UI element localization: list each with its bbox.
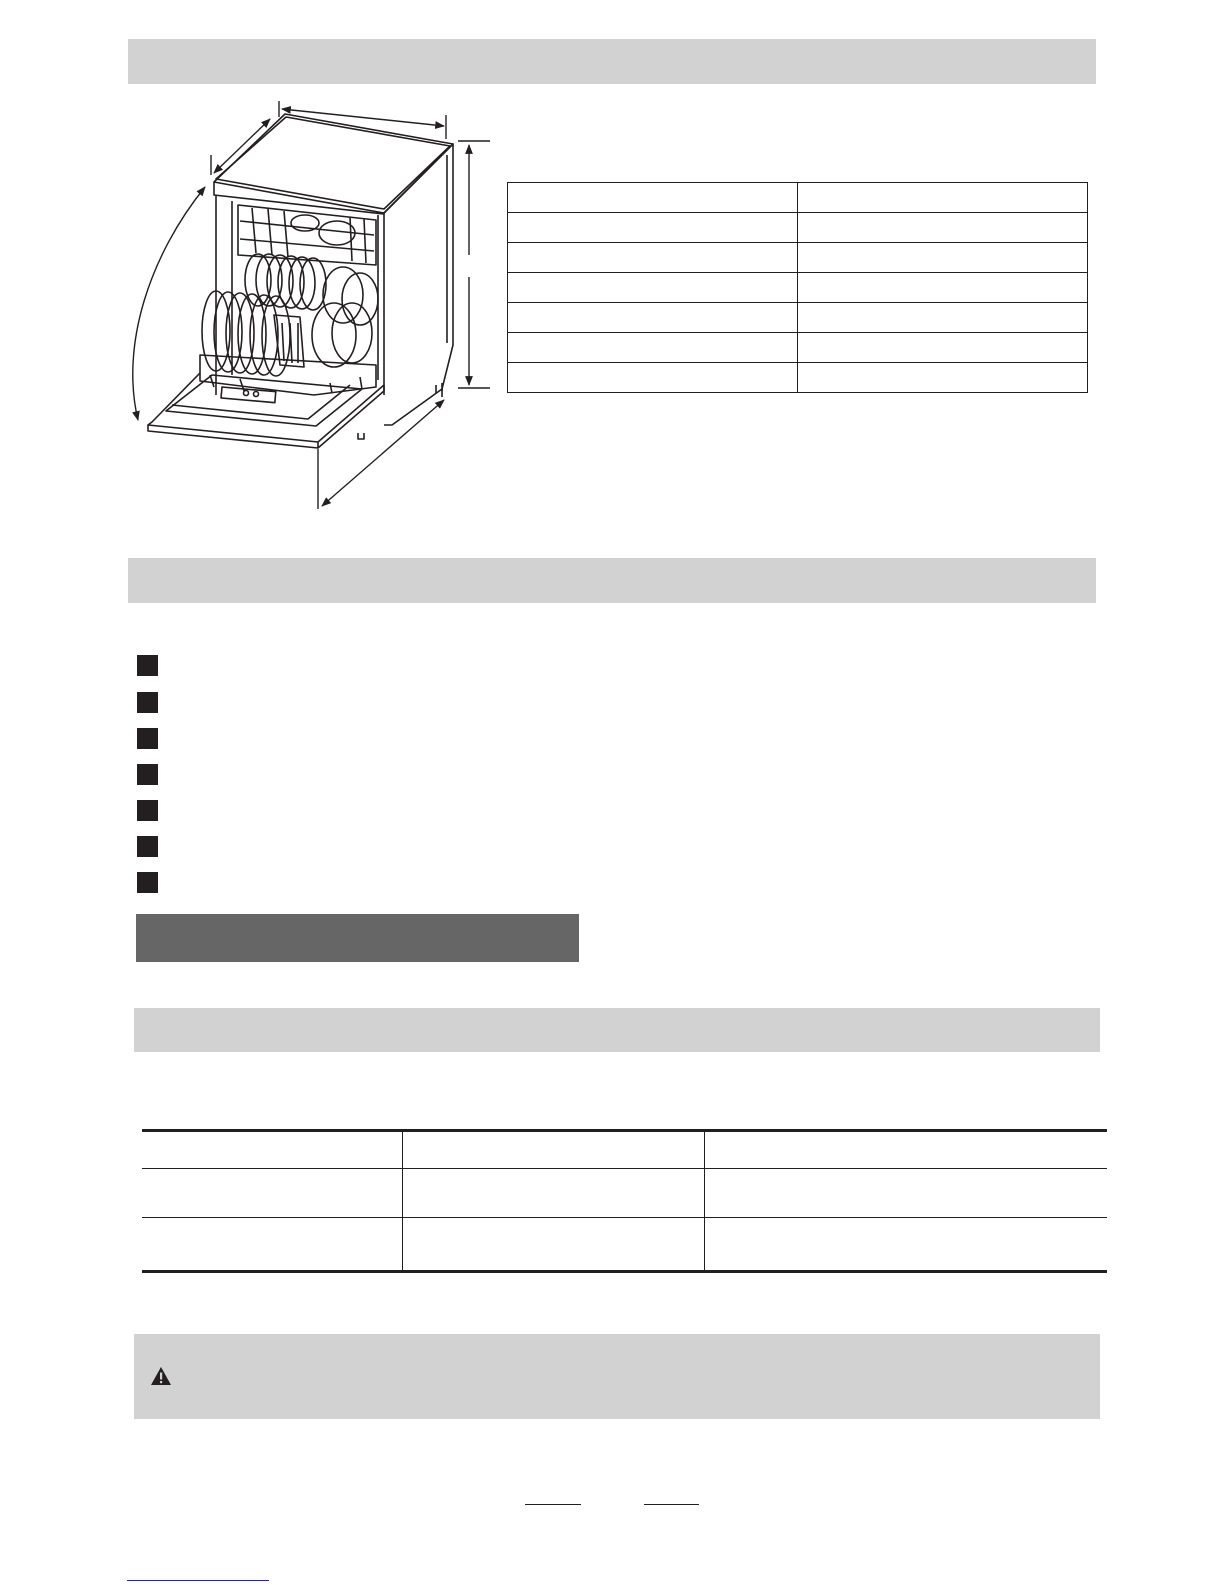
table-row <box>508 273 1088 303</box>
table-cell <box>798 363 1088 393</box>
table-row <box>508 213 1088 243</box>
warning-box <box>134 1334 1100 1419</box>
table-header-row <box>142 1131 1107 1169</box>
table-cell <box>798 273 1088 303</box>
footer-link[interactable] <box>127 1580 269 1581</box>
table-row <box>508 243 1088 273</box>
door-arc-arrow <box>133 187 205 420</box>
specifications-section-header <box>134 1008 1100 1052</box>
table-cell <box>704 1169 1107 1218</box>
bullet-square-icon <box>137 728 158 749</box>
table-cell <box>508 273 798 303</box>
table-cell <box>798 333 1088 363</box>
table-header-cell <box>704 1131 1107 1169</box>
table-cell <box>798 303 1088 333</box>
dimension-table <box>507 182 1088 393</box>
table-cell <box>402 1218 704 1272</box>
bullet-square-icon <box>137 872 158 893</box>
door-open-depth-arrow <box>322 400 444 506</box>
table-row <box>508 363 1088 393</box>
table-cell <box>508 183 798 213</box>
table-row <box>508 333 1088 363</box>
table-cell <box>142 1169 402 1218</box>
table-row <box>508 183 1088 213</box>
table-cell <box>508 243 798 273</box>
bullet-square-icon <box>137 692 158 713</box>
spec-table <box>142 1129 1107 1273</box>
bullet-square-icon <box>137 655 158 676</box>
table-cell <box>508 363 798 393</box>
upper-rack <box>238 205 376 265</box>
table-cell <box>704 1218 1107 1272</box>
bullet-square-icon <box>137 800 158 821</box>
table-cell <box>508 303 798 333</box>
bullet-square-icon <box>137 836 158 857</box>
cabinet-top <box>214 114 453 213</box>
table-row <box>142 1169 1107 1218</box>
footer-underline-right <box>644 1504 699 1505</box>
warning-triangle-icon <box>150 1366 172 1386</box>
table-cell <box>798 213 1088 243</box>
table-cell <box>798 183 1088 213</box>
table-header-cell <box>402 1131 704 1169</box>
highlight-bar <box>136 914 579 962</box>
table-cell <box>142 1218 402 1272</box>
dishwasher-illustration <box>0 95 510 525</box>
table-cell <box>798 243 1088 273</box>
table-cell <box>402 1169 704 1218</box>
footer-underline-left <box>525 1504 581 1505</box>
open-door <box>148 373 384 448</box>
table-cell <box>508 213 798 243</box>
table-header-cell <box>142 1131 402 1169</box>
bullet-square-icon <box>137 764 158 785</box>
table-row <box>508 303 1088 333</box>
dimensions-section-header <box>128 39 1096 84</box>
table-row <box>142 1218 1107 1272</box>
features-section-header <box>128 558 1096 603</box>
table-cell <box>508 333 798 363</box>
